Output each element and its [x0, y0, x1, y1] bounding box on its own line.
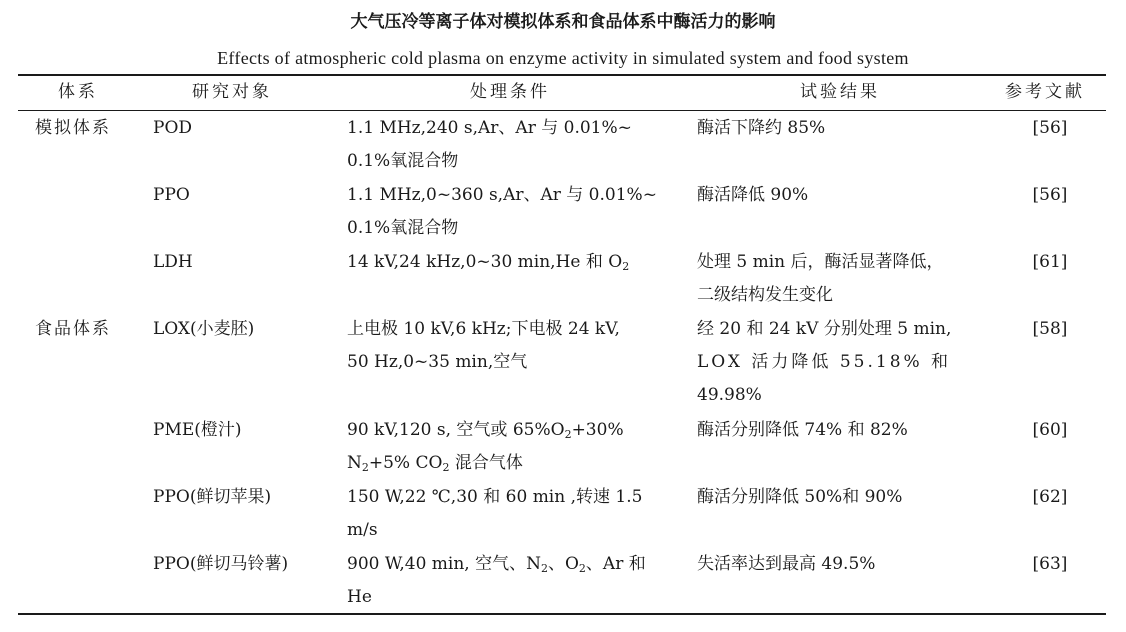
header-system: 体系	[58, 82, 98, 102]
cell-result	[697, 246, 944, 312]
cell-reference: [61]	[1032, 252, 1068, 272]
table-title-zh: 大气压冷等离子体对模拟体系和食品体系中酶活力的影响	[350, 12, 776, 32]
condition-line: 0.1%氧混合物	[347, 151, 459, 171]
cell-reference: [58]	[1032, 319, 1068, 339]
cell-condition	[347, 112, 632, 178]
cell-result	[697, 112, 825, 145]
cell-object: POD	[153, 118, 193, 138]
condition-line: m/s	[347, 520, 378, 540]
cell-condition	[347, 179, 657, 245]
cell-object: LOX(小麦胚)	[153, 319, 255, 339]
result-line: 49.98%	[697, 385, 762, 405]
cell-reference: [62]	[1032, 487, 1068, 507]
cell-result	[697, 414, 908, 447]
cell-result	[697, 313, 951, 412]
condition-line: 1.1 MHz,240 s,Ar、Ar 与 0.01%~	[347, 118, 632, 138]
cell-reference: [56]	[1032, 185, 1068, 205]
cell-result	[697, 179, 808, 212]
condition-line: 50 Hz,0~35 min,空气	[347, 352, 528, 372]
result-line: 酶活下降约 85%	[697, 118, 826, 138]
result-line: 经 20 和 24 kV 分别处理 5 min,	[697, 319, 952, 339]
header-reference: 参考文献	[1005, 82, 1085, 102]
condition-line: 上电极 10 kV,6 kHz;下电极 24 kV,	[347, 319, 620, 339]
header-condition: 处理条件	[470, 82, 550, 102]
condition-line: 900 W,40 min, 空气、$N_2$、$O_2$、Ar 和	[347, 554, 646, 575]
cell-reference: [60]	[1032, 420, 1068, 440]
header-rule	[18, 110, 1106, 111]
condition-line: 14 kV,24 kHz,0~30 min,He 和 $O_2$	[347, 252, 630, 273]
result-line: 酶活降低 90%	[697, 185, 809, 205]
header-result: 试验结果	[800, 82, 880, 102]
result-line: 失活率达到最高 49.5%	[697, 554, 876, 574]
condition-line: 150 W,22 ℃,30 和 60 min ,转速 1.5	[347, 487, 643, 507]
top-rule	[18, 74, 1106, 76]
table-title-en: Effects of atmospheric cold plasma on enzyme activity in simulated system and food system	[217, 48, 909, 68]
result-line: LOX 活力降低 55.18% 和	[697, 352, 952, 372]
result-line: 处理 5 min 后，酶活显著降低，	[697, 252, 944, 272]
cell-object: PPO(鲜切马铃薯)	[153, 554, 289, 574]
cell-condition	[347, 414, 624, 480]
condition-line: He	[347, 587, 372, 607]
cell-system: 模拟体系	[35, 118, 111, 138]
cell-condition	[347, 481, 642, 547]
cell-object: LDH	[153, 252, 193, 272]
condition-line: 90 kV,120 s, 空气或 $65\%O_2+30\%$	[347, 420, 624, 441]
cell-object: PPO(鲜切苹果)	[153, 487, 272, 507]
header-object: 研究对象	[192, 82, 272, 102]
cell-object: PPO	[153, 185, 190, 205]
condition-line: 0.1%氧混合物	[347, 218, 459, 238]
cell-system: 食品体系	[35, 319, 111, 339]
result-line: 酶活分别降低 50%和 90%	[697, 487, 903, 507]
cell-condition	[347, 246, 629, 279]
cell-result	[697, 548, 875, 581]
cell-reference: [56]	[1032, 118, 1068, 138]
cell-reference: [63]	[1032, 554, 1068, 574]
condition-line: 1.1 MHz,0~360 s,Ar、Ar 与 0.01%~	[347, 185, 657, 205]
condition-line: $N_2+5\%$ $CO_2$ 混合气体	[347, 453, 523, 474]
cell-condition	[347, 548, 646, 614]
cell-condition	[347, 313, 620, 379]
cell-object: PME(橙汁)	[153, 420, 242, 440]
result-line: 二级结构发生变化	[697, 285, 833, 305]
cell-result	[697, 481, 902, 514]
result-line: 酶活分别降低 74% 和 82%	[697, 420, 908, 440]
